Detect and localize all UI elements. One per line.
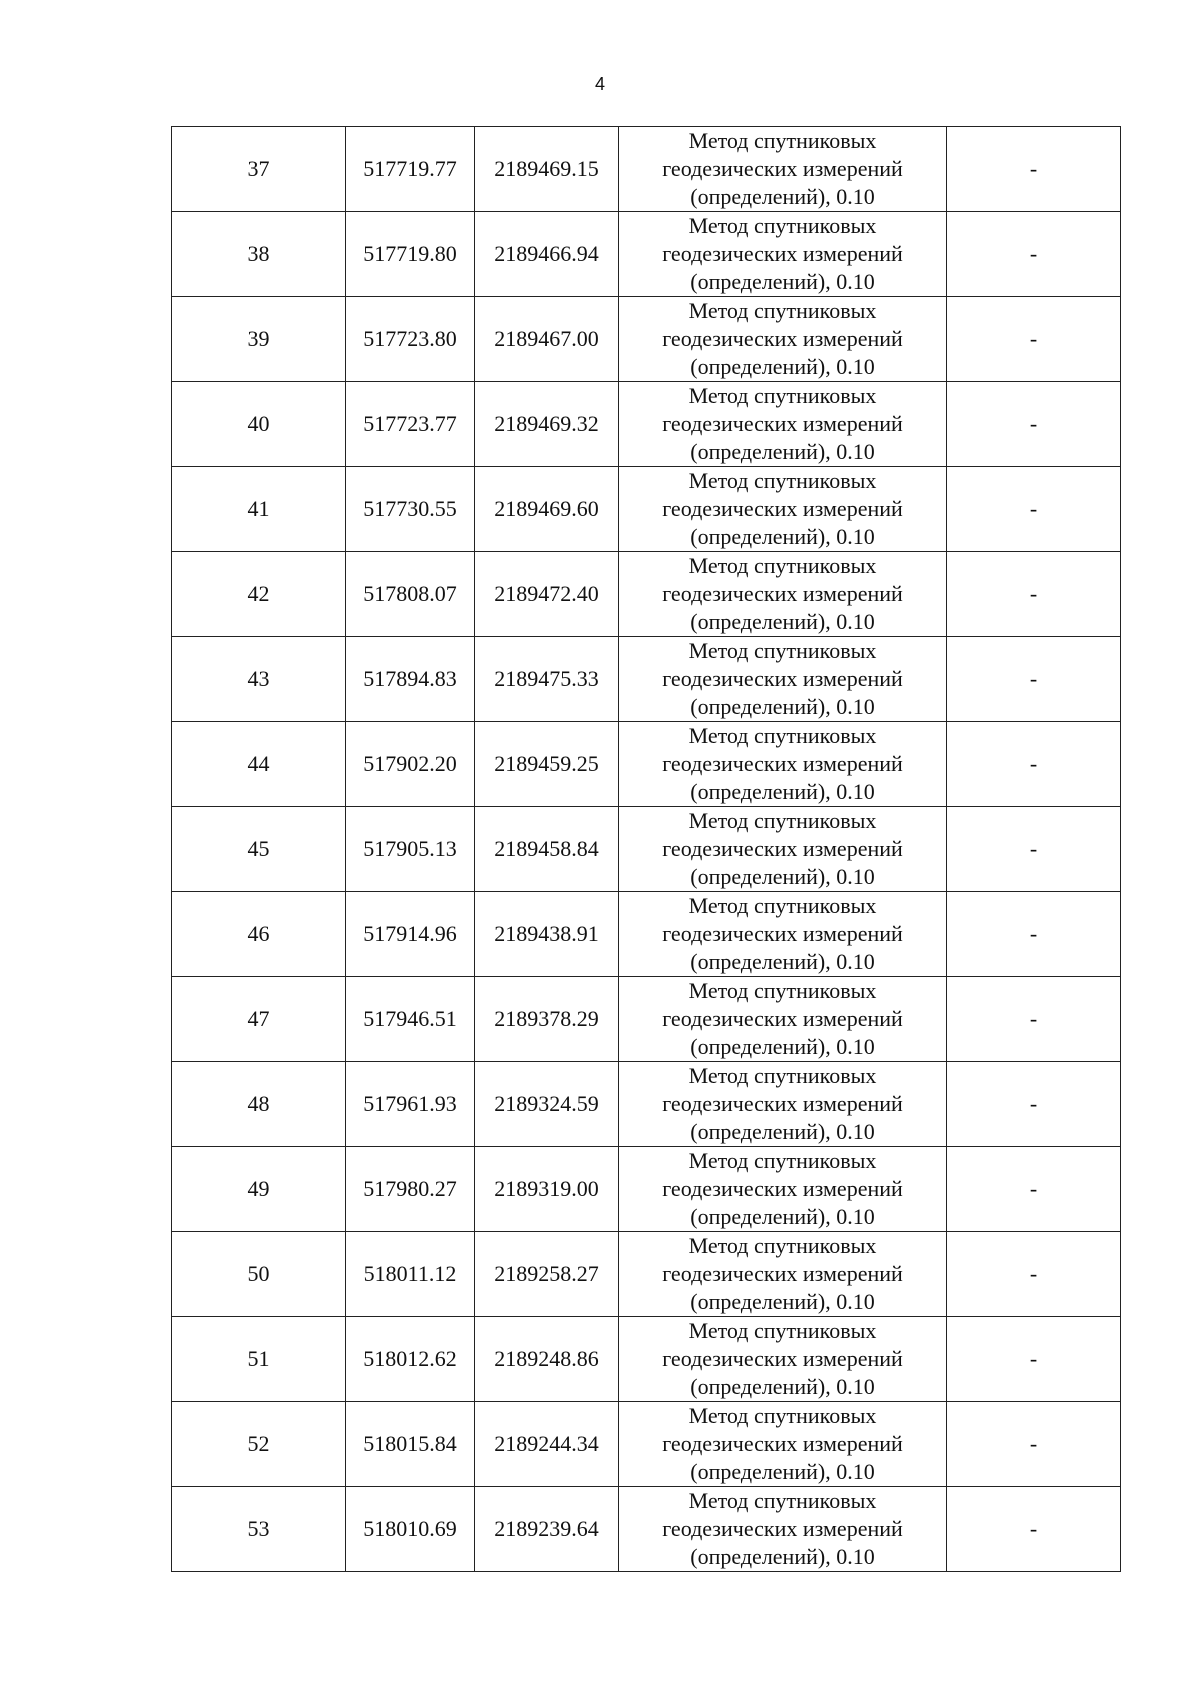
table-row (172, 212, 1121, 297)
method-line: (определений), 0.10 (690, 1034, 875, 1059)
point-number-cell: 48 (172, 1062, 346, 1147)
method-line: геодезических измерений (662, 666, 903, 691)
method-cell (619, 1402, 947, 1487)
method-line: Метод спутниковых (688, 468, 877, 493)
note-cell: - (947, 892, 1121, 977)
method-line: геодезических измерений (662, 581, 903, 606)
method-line: геодезических измерений (662, 1176, 903, 1201)
note-cell: - (947, 297, 1121, 382)
note-cell: - (947, 1487, 1121, 1572)
method-line: геодезических измерений (662, 836, 903, 861)
method-line: геодезических измерений (662, 1431, 903, 1456)
table-row (172, 1147, 1121, 1232)
note-cell: - (947, 807, 1121, 892)
x-coordinate-cell: 517808.07 (346, 552, 475, 637)
method-line: Метод спутниковых (688, 1318, 877, 1343)
method-line: Метод спутниковых (688, 638, 877, 663)
coordinates-table (171, 126, 1121, 1572)
y-coordinate-cell: 2189466.94 (475, 212, 619, 297)
table-row (172, 467, 1121, 552)
x-coordinate-cell: 517719.77 (346, 127, 475, 212)
method-line: Метод спутниковых (688, 128, 877, 153)
point-number-cell: 41 (172, 467, 346, 552)
table-row (172, 722, 1121, 807)
method-line: Метод спутниковых (688, 808, 877, 833)
y-coordinate-cell: 2189258.27 (475, 1232, 619, 1317)
method-line: (определений), 0.10 (690, 694, 875, 719)
method-cell (619, 892, 947, 977)
method-line: геодезических измерений (662, 496, 903, 521)
point-number-cell: 40 (172, 382, 346, 467)
method-cell (619, 212, 947, 297)
x-coordinate-cell: 518011.12 (346, 1232, 475, 1317)
method-cell (619, 1062, 947, 1147)
table-row (172, 807, 1121, 892)
y-coordinate-cell: 2189472.40 (475, 552, 619, 637)
method-line: (определений), 0.10 (690, 184, 875, 209)
method-line: геодезических измерений (662, 751, 903, 776)
point-number-cell: 51 (172, 1317, 346, 1402)
note-cell: - (947, 722, 1121, 807)
method-cell (619, 552, 947, 637)
method-cell (619, 1487, 947, 1572)
note-cell: - (947, 552, 1121, 637)
note-cell: - (947, 1062, 1121, 1147)
x-coordinate-cell: 517719.80 (346, 212, 475, 297)
method-line: геодезических измерений (662, 1346, 903, 1371)
method-line: Метод спутниковых (688, 1148, 877, 1173)
point-number-cell: 43 (172, 637, 346, 722)
method-line: геодезических измерений (662, 241, 903, 266)
y-coordinate-cell: 2189475.33 (475, 637, 619, 722)
method-line: Метод спутниковых (688, 1063, 877, 1088)
point-number-cell: 46 (172, 892, 346, 977)
x-coordinate-cell: 517946.51 (346, 977, 475, 1062)
note-cell: - (947, 467, 1121, 552)
y-coordinate-cell: 2189459.25 (475, 722, 619, 807)
method-line: Метод спутниковых (688, 553, 877, 578)
table-row (172, 1317, 1121, 1402)
coordinates-table-body (172, 127, 1121, 1572)
method-line: геодезических измерений (662, 1261, 903, 1286)
y-coordinate-cell: 2189239.64 (475, 1487, 619, 1572)
table-row (172, 637, 1121, 722)
method-cell (619, 722, 947, 807)
y-coordinate-cell: 2189438.91 (475, 892, 619, 977)
point-number-cell: 45 (172, 807, 346, 892)
y-coordinate-cell: 2189467.00 (475, 297, 619, 382)
method-cell (619, 1147, 947, 1232)
method-cell (619, 807, 947, 892)
method-line: Метод спутниковых (688, 1403, 877, 1428)
method-line: (определений), 0.10 (690, 1204, 875, 1229)
table-row (172, 297, 1121, 382)
x-coordinate-cell: 518010.69 (346, 1487, 475, 1572)
note-cell: - (947, 977, 1121, 1062)
x-coordinate-cell: 517723.77 (346, 382, 475, 467)
method-cell (619, 977, 947, 1062)
method-line: (определений), 0.10 (690, 949, 875, 974)
x-coordinate-cell: 517723.80 (346, 297, 475, 382)
note-cell: - (947, 637, 1121, 722)
point-number-cell: 39 (172, 297, 346, 382)
x-coordinate-cell: 517914.96 (346, 892, 475, 977)
table-row (172, 977, 1121, 1062)
method-cell (619, 1317, 947, 1402)
method-line: геодезических измерений (662, 1006, 903, 1031)
method-line: геодезических измерений (662, 1091, 903, 1116)
method-line: Метод спутниковых (688, 213, 877, 238)
method-line: (определений), 0.10 (690, 1119, 875, 1144)
y-coordinate-cell: 2189469.15 (475, 127, 619, 212)
table-row (172, 1062, 1121, 1147)
x-coordinate-cell: 517905.13 (346, 807, 475, 892)
method-line: (определений), 0.10 (690, 1374, 875, 1399)
table-row (172, 1487, 1121, 1572)
point-number-cell: 37 (172, 127, 346, 212)
method-cell (619, 127, 947, 212)
point-number-cell: 38 (172, 212, 346, 297)
method-line: геодезических измерений (662, 411, 903, 436)
table-row (172, 892, 1121, 977)
method-line: (определений), 0.10 (690, 779, 875, 804)
point-number-cell: 44 (172, 722, 346, 807)
table-row (172, 1232, 1121, 1317)
y-coordinate-cell: 2189244.34 (475, 1402, 619, 1487)
point-number-cell: 52 (172, 1402, 346, 1487)
method-cell (619, 382, 947, 467)
method-line: (определений), 0.10 (690, 524, 875, 549)
point-number-cell: 50 (172, 1232, 346, 1317)
page-number: 4 (594, 74, 605, 94)
table-row (172, 382, 1121, 467)
method-cell (619, 467, 947, 552)
method-line: (определений), 0.10 (690, 1544, 875, 1569)
point-number-cell: 47 (172, 977, 346, 1062)
note-cell: - (947, 1317, 1121, 1402)
y-coordinate-cell: 2189469.60 (475, 467, 619, 552)
point-number-cell: 53 (172, 1487, 346, 1572)
method-line: (определений), 0.10 (690, 354, 875, 379)
table-row (172, 1402, 1121, 1487)
method-line: (определений), 0.10 (690, 1289, 875, 1314)
method-cell (619, 637, 947, 722)
x-coordinate-cell: 517980.27 (346, 1147, 475, 1232)
method-line: (определений), 0.10 (690, 269, 875, 294)
method-line: Метод спутниковых (688, 298, 877, 323)
method-line: (определений), 0.10 (690, 439, 875, 464)
method-cell (619, 1232, 947, 1317)
note-cell: - (947, 1147, 1121, 1232)
y-coordinate-cell: 2189458.84 (475, 807, 619, 892)
method-cell (619, 297, 947, 382)
x-coordinate-cell: 518012.62 (346, 1317, 475, 1402)
method-line: Метод спутниковых (688, 723, 877, 748)
note-cell: - (947, 1402, 1121, 1487)
y-coordinate-cell: 2189319.00 (475, 1147, 619, 1232)
method-line: Метод спутниковых (688, 893, 877, 918)
method-line: геодезических измерений (662, 326, 903, 351)
note-cell: - (947, 382, 1121, 467)
method-line: геодезических измерений (662, 156, 903, 181)
method-line: Метод спутниковых (688, 1488, 877, 1513)
method-line: Метод спутниковых (688, 383, 877, 408)
table-row (172, 127, 1121, 212)
x-coordinate-cell: 517961.93 (346, 1062, 475, 1147)
method-line: геодезических измерений (662, 921, 903, 946)
y-coordinate-cell: 2189248.86 (475, 1317, 619, 1402)
note-cell: - (947, 1232, 1121, 1317)
method-line: Метод спутниковых (688, 978, 877, 1003)
method-line: (определений), 0.10 (690, 864, 875, 889)
table-row (172, 552, 1121, 637)
note-cell: - (947, 127, 1121, 212)
point-number-cell: 42 (172, 552, 346, 637)
method-line: (определений), 0.10 (690, 1459, 875, 1484)
note-cell: - (947, 212, 1121, 297)
method-line: Метод спутниковых (688, 1233, 877, 1258)
y-coordinate-cell: 2189378.29 (475, 977, 619, 1062)
x-coordinate-cell: 517730.55 (346, 467, 475, 552)
x-coordinate-cell: 517902.20 (346, 722, 475, 807)
method-line: (определений), 0.10 (690, 609, 875, 634)
y-coordinate-cell: 2189469.32 (475, 382, 619, 467)
y-coordinate-cell: 2189324.59 (475, 1062, 619, 1147)
x-coordinate-cell: 518015.84 (346, 1402, 475, 1487)
point-number-cell: 49 (172, 1147, 346, 1232)
x-coordinate-cell: 517894.83 (346, 637, 475, 722)
method-line: геодезических измерений (662, 1516, 903, 1541)
